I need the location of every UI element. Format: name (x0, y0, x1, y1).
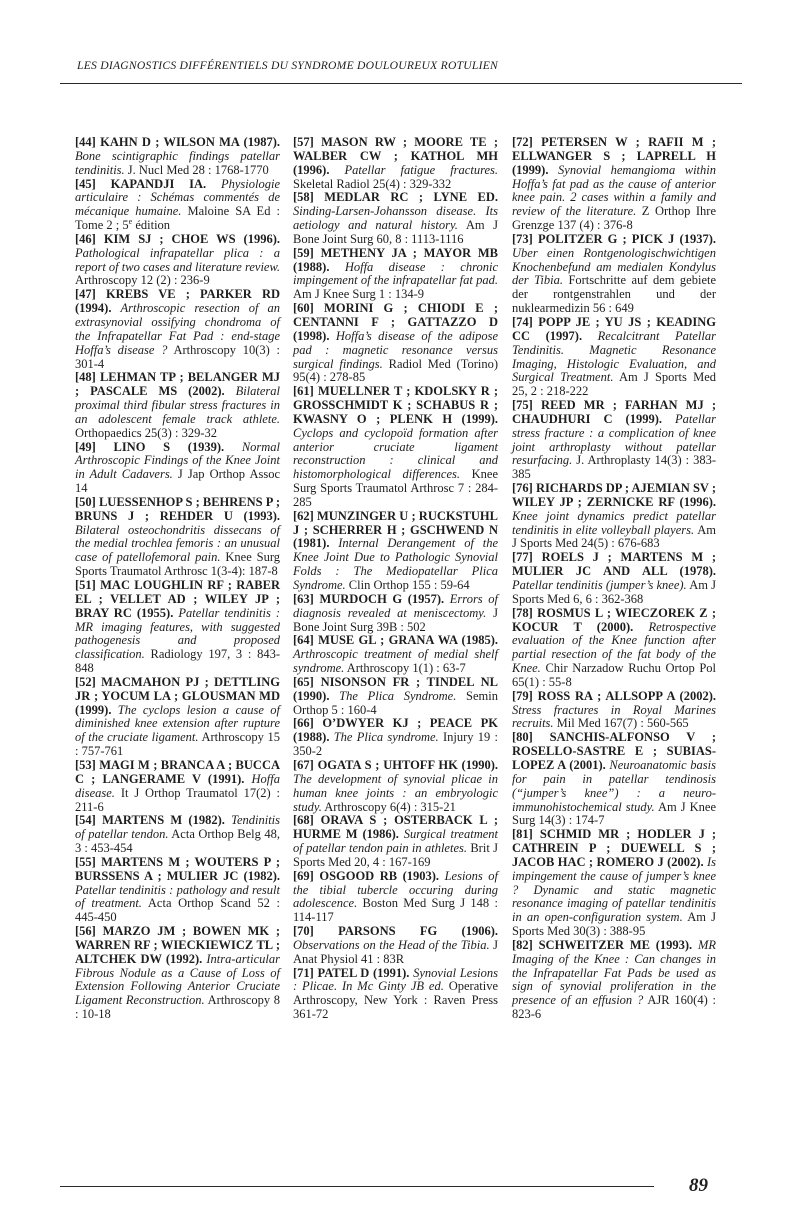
reference-title: Arthroscopic resection of an extrasynovial ossifying chondroma of the Infrapatellar Fat Pad : end-stage Hoffa’s disease ? (75, 301, 281, 357)
reference-authors: KIM SJ ; CHOE WS (1996). (103, 231, 280, 246)
reference-authors: POLITZER G ; PICK J (1937). (537, 231, 717, 246)
reference-number: [44] (75, 135, 96, 149)
reference-title: Bilateral osteochondritis dissecans of the medial trochlea femoris : an unusual case of patellofemoral pain. (75, 522, 280, 565)
reference-authors: ROSS RA ; ALLSOPP A (2002). (537, 688, 716, 703)
reference-authors: MARZO JM ; BOWEN MK ; WARREN RF ; WIECKIEWICZ TL ; ALTCHEK DW (1992). (75, 924, 281, 966)
reference-number: [59] (293, 245, 314, 260)
reference-53 (75, 759, 280, 814)
reference-column-3 (512, 136, 716, 1022)
reference-source: Clin Orthop 155 : 59-64 (348, 578, 470, 592)
reference-number: [67] (293, 757, 314, 772)
reference-74 (512, 316, 716, 399)
reference-title: Hoffa disease : chronic impingement of the infrapatellar fat pad. (293, 259, 499, 288)
reference-source: Arthroscopy 1(1) : 63-7 (346, 661, 466, 676)
reference-authors: MEDLAR RC ; LYNE ED. (324, 190, 499, 205)
reference-59 (293, 247, 498, 302)
reference-title: Surgical treatment of patellar tendon pain in athletes. (293, 827, 498, 856)
reference-number: [70] (293, 924, 314, 939)
reference-source: Chir Narzadow Ruchu Ortop Pol 65(1) : 55-8 (512, 661, 716, 689)
reference-number: [55] (75, 854, 96, 869)
reference-number: [79] (512, 688, 533, 703)
reference-title: Knee joint dynamics predict patellar tendinitis in elite volleyball players. (512, 508, 716, 537)
reference-number: [73] (512, 231, 533, 246)
reference-authors: ROSMUS L ; WIECZOREK Z ; KOCUR T (2000). (512, 605, 716, 634)
reference-authors: MORINI G ; CHIODI E ; CENTANNI F ; GATTAZZO D (1998). (293, 301, 499, 343)
reference-title: Is impingement the cause of jumper’s knee ? Dynamic and static magnetic resonance imaging of patellar tendinitis in an open-configuration system. (512, 854, 717, 925)
reference-title: MR Imaging of the Knee : Can changes in the Infrapatellar Fat Pads be used as sign of synovial proliferation in the presence of an effusion ? (512, 937, 717, 1008)
reference-49 (75, 441, 280, 496)
reference-76 (512, 482, 716, 551)
reference-title: Synovial Lesions : Plicae. In Mc Ginty JB ed. (293, 965, 499, 994)
reference-source-superscript: e (128, 216, 133, 226)
reference-number: [47] (75, 287, 96, 302)
reference-number: [63] (293, 591, 314, 606)
reference-source-tail: édition (132, 218, 171, 233)
reference-authors: MUSE GL ; GRANA WA (1985). (318, 633, 499, 648)
reference-title: Patellar tendinitis : pathology and result of treatment. (75, 882, 280, 911)
reference-authors: SANCHIS-ALFONSO V ; ROSELLO-SASTRE E ; SUBIAS-LOPEZ A (2001). (512, 730, 717, 772)
reference-source: Z Orthop Ihre Grenzge 137 (4) : 376-8 (512, 204, 716, 233)
reference-number: [46] (75, 231, 96, 246)
running-header: LES DIAGNOSTICS DIFFÉRENTIELS DU SYNDROME DOULOUREUX ROTULIEN (77, 59, 499, 72)
reference-authors: OGATA S ; UHTOFF HK (1990). (317, 757, 498, 772)
reference-75 (512, 399, 716, 482)
reference-source: Arthroscopy 6(4) : 315-21 (324, 799, 456, 814)
reference-69 (293, 870, 498, 925)
reference-title: Errors of diagnosis revealed at meniscectomy. (293, 591, 499, 620)
reference-title: Tendinitis of patellar tendon. (75, 813, 280, 842)
reference-authors: LUESSENHOP S ; BEHRENS P ; BRUNS J ; REHDER U (1993). (75, 494, 280, 523)
reference-51 (75, 579, 280, 676)
reference-number: [74] (512, 314, 533, 329)
reference-source: Skeletal Radiol 25(4) : 329-332 (293, 176, 452, 191)
reference-73 (512, 233, 716, 316)
reference-number: [77] (512, 550, 533, 565)
reference-number: [78] (512, 605, 533, 620)
reference-authors: METHENY JA ; MAYOR MB (1988). (293, 245, 499, 274)
reference-60 (293, 302, 498, 385)
reference-authors: SCHMID MR ; HODLER J ; CATHREIN P ; DUEWELL S ; JACOB HAC ; ROMERO J (2002). (512, 827, 717, 869)
reference-title: Patellar fatigue fractures. (344, 162, 499, 177)
reference-source: J Jap Orthop Assoc 14 (75, 467, 280, 496)
reference-authors: POPP JE ; YU JS ; KEADING CC (1997). (512, 314, 717, 343)
reference-authors: PATEL D (1991). (317, 965, 410, 980)
reference-number: [66] (293, 716, 314, 731)
reference-authors: REED MR ; FARHAN MJ ; CHAUDHURI C (1999). (512, 398, 717, 426)
reference-62 (293, 510, 498, 593)
reference-number: [56] (75, 924, 96, 939)
reference-source: Fortschritte auf dem gebiete der rontgenstrahlen und der nuklearmedizin 56 : 649 (512, 273, 717, 316)
reference-source: Am J Sports Med 24(5) : 676-683 (512, 522, 716, 551)
reference-source: J Anat Physiol 41 : 83R (293, 937, 498, 966)
reference-title: Stress fractures in Royal Marines recruits. (512, 702, 716, 731)
reference-source: Knee Surg Sports Traumatol Arthrosc 7 : 284-285 (293, 467, 499, 509)
reference-source: Knee Surg Sports Traumatol Arthrosc 1(3-4): 187-8 (75, 550, 281, 579)
reference-number: [81] (512, 827, 533, 842)
reference-source: Am J Knee Surg 14(3) : 174-7 (512, 799, 717, 828)
reference-source: Orthopaedics 25(3) : 329-32 (75, 425, 217, 440)
reference-81 (512, 828, 716, 939)
reference-70 (293, 925, 498, 967)
header-rule (60, 83, 742, 84)
reference-title: The cyclops lesion a cause of diminished knee extension after rupture of the cruciate ligament. (75, 702, 281, 745)
reference-46 (75, 233, 280, 288)
reference-authors: KAHN D ; WILSON MA (1987). (100, 135, 280, 149)
reference-authors: MACMAHON PJ ; DETTLING JR ; YOCUM LA ; GLOUSMAN MD (1999). (75, 674, 280, 717)
reference-authors: MURDOCH G (1957). (319, 591, 445, 606)
reference-54 (75, 814, 280, 856)
reference-number: [75] (512, 398, 533, 413)
reference-title: The Plica syndrome. (333, 730, 439, 745)
reference-number: [80] (512, 730, 533, 745)
reference-55 (75, 856, 280, 925)
reference-source: Maloine SA Ed : Tome 2 ; 5 (75, 204, 280, 233)
reference-source: Am J Bone Joint Surg 60, 8 : 1113-1116 (293, 218, 499, 246)
reference-source: Am J Knee Surg 1 : 134-9 (293, 287, 425, 302)
reference-title: Retrospective evaluation of the Knee function after partial resection of the fat body of the Knee. (512, 619, 716, 676)
reference-number: [68] (293, 813, 314, 828)
reference-source: Radiology 197, 3 : 843-848 (75, 647, 281, 676)
reference-authors: SCHWEITZER ME (1993). (538, 937, 693, 952)
reference-source: Arthroscopy 15 : 757-761 (75, 730, 280, 759)
reference-title: Observations on the Head of the Tibia. (293, 937, 490, 952)
reference-title: Internal Derangement of the Knee Joint Due to Pathologic Synovial Folds : The Mediopatellar Plica Syndrome. (293, 536, 498, 592)
reference-authors: RICHARDS DP ; AJEMIAN SV ; WILEY JP ; ZERNICKE RF (1996). (512, 481, 717, 509)
reference-title: Patellar tendinitis (jumper’s knee). (512, 578, 687, 592)
reference-authors: MUELLNER T ; KDOLSKY R ; GROSSCHMIDT K ; SCHABUS R ; KWASNY O ; PLENK H (1999). (293, 384, 498, 426)
reference-source: Semin Orthop 5 : 160-4 (293, 688, 498, 717)
reference-number: [64] (293, 633, 314, 648)
reference-66 (293, 717, 498, 759)
reference-number: [49] (75, 439, 96, 454)
reference-authors: KREBS VE ; PARKER RD (1994). (75, 287, 280, 316)
reference-authors: MASON RW ; MOORE TE ; WALBER CW ; KATHOL MH (1996). (293, 135, 498, 177)
reference-authors: MARTENS M (1982). (102, 813, 225, 828)
reference-source: Operative Arthroscopy, New York : Raven Press 361-72 (293, 979, 499, 1022)
reference-number: [82] (512, 937, 533, 952)
reference-source: Am J Sports Med 30(3) : 388-95 (512, 910, 716, 939)
reference-title: Uber einen Rontgenologischwichtigen Knochenbefund am medialen Kondylus der Tibia. (512, 245, 716, 288)
reference-79 (512, 690, 716, 732)
reference-number: [61] (293, 384, 314, 399)
reference-source: Arthroscopy 8 : 10-18 (75, 993, 280, 1022)
reference-title: The Plica Syndrome. (339, 688, 457, 703)
reference-48 (75, 371, 280, 440)
reference-title: Lesions of the tibial tubercle occuring during adolescence. (293, 868, 499, 911)
reference-78 (512, 607, 716, 690)
reference-title: Sinding-Larsen-Johansson disease. Its aetiology and natural history. (293, 204, 498, 233)
reference-authors: MAC LOUGHLIN RF ; RABER EL ; VELLET AD ; WILEY JP ; BRAY RC (1955). (75, 578, 281, 620)
reference-source: Acta Orthop Belg 48, 3 : 453-454 (75, 827, 281, 856)
reference-title: The development of synovial plicae in human knee joints : an embryologic study. (293, 771, 498, 814)
reference-67 (293, 759, 498, 814)
reference-number: [60] (293, 301, 314, 316)
reference-authors: MUNZINGER U ; RUCKSTUHL J ; SCHERRER H ; GSCHWEND N (1981). (293, 508, 498, 551)
reference-source: AJR 160(4) : 823-6 (512, 993, 717, 1022)
reference-71 (293, 967, 498, 1022)
reference-57 (293, 136, 498, 191)
reference-61 (293, 385, 498, 510)
reference-72 (512, 136, 716, 233)
reference-column-2 (293, 136, 498, 1022)
reference-number: [51] (75, 578, 96, 592)
reference-source: Injury 19 : 350-2 (293, 730, 499, 759)
reference-number: [54] (75, 813, 96, 828)
reference-52 (75, 676, 280, 759)
reference-title: Hoffa disease. (75, 771, 281, 800)
reference-50 (75, 496, 280, 579)
reference-authors: LINO S (1939). (113, 439, 225, 454)
reference-source: Am J Sports Med 6, 6 : 362-368 (512, 578, 716, 606)
reference-title: Recalcitrant Patellar Tendinitis. Magnetic Resonance Imaging, Histologic Evaluation, and Surgical Treatment. (512, 328, 716, 385)
reference-source: J. Arthroplasty 14(3) : 383-385 (512, 453, 716, 482)
reference-title: Patellar stress fracture : a complication of knee joint arthroplasty without patellar resurfacing. (512, 411, 717, 468)
reference-77 (512, 551, 716, 606)
reference-44 (75, 136, 280, 178)
reference-number: [53] (75, 757, 96, 772)
reference-authors: PARSONS FG (1906). (338, 924, 498, 939)
reference-number: [57] (293, 135, 314, 149)
reference-authors: OSGOOD RB (1903). (319, 868, 440, 883)
reference-82 (512, 939, 716, 1022)
reference-authors: MARTENS M ; WOUTERS P ; BURSSENS A ; MULIER JC (1982). (75, 854, 280, 883)
reference-title: Bone scintigraphic findings patellar tendinitis. (75, 148, 280, 177)
reference-number: [62] (293, 508, 314, 523)
reference-source: Mil Med 167(7) : 560-565 (556, 716, 689, 731)
reference-source: It J Orthop Traumatol 17(2) : 211-6 (75, 785, 281, 814)
reference-source: Radiol Med (Torino) 95(4) : 278-85 (293, 356, 499, 385)
reference-number: [65] (293, 674, 314, 689)
reference-authors: ROELS J ; MARTENS M ; MULIER JC AND ALL (1978). (512, 550, 716, 579)
reference-65 (293, 676, 498, 718)
reference-number: [69] (293, 868, 314, 883)
reference-number: [50] (75, 494, 96, 509)
reference-45 (75, 178, 280, 233)
reference-title: Physiologie articulaire : Schémas commentés de mécanique humaine. (75, 176, 280, 219)
reference-source: Acta Orthop Scand 52 : 445-450 (75, 896, 281, 925)
reference-title: Normal Arthroscopic Findings of the Knee Joint in Adult Cadavers. (75, 439, 281, 482)
reference-authors: O’DWYER KJ ; PEACE PK (1988). (293, 716, 498, 745)
reference-title: Neuroanatomic basis for pain in patellar tendinosis (“jumper’s knee”) : a neuro-immunohistochemical study. (512, 757, 717, 814)
reference-56 (75, 925, 280, 1022)
reference-authors: LEHMAN TP ; BELANGER MJ ; PASCALE MS (2002). (75, 370, 281, 399)
reference-authors: ORAVA S ; OSTERBACK L ; HURME M (1986). (293, 813, 498, 842)
reference-title: Synovial hemangioma within Hoffa’s fat pad as the cause of anterior knee pain. 2 cases within a family and review of the literature. (512, 162, 717, 219)
reference-authors: KAPANDJI IA. (110, 176, 207, 191)
reference-source: Boston Med Surg J 148 : 114-117 (293, 896, 498, 925)
reference-63 (293, 593, 498, 635)
reference-number: [48] (75, 370, 96, 385)
page-number: 89 (689, 1175, 708, 1196)
reference-title: Arthroscopic treatment of medial shelf syndrome. (293, 647, 498, 676)
reference-title: Patellar tendinitis : MR imaging features, with suggested pathogenesis and proposed classification. (75, 605, 281, 662)
reference-80 (512, 731, 716, 828)
reference-68 (293, 814, 498, 869)
reference-authors: PETERSEN W ; RAFII M ; ELLWANGER S ; LAPRELL H (1999). (512, 135, 716, 177)
reference-authors: MAGI M ; BRANCA A ; BUCCA C ; LANGERAME V (1991). (75, 757, 281, 786)
reference-source: Am J Sports Med 25, 2 : 218-222 (512, 370, 716, 399)
reference-number: [71] (293, 965, 314, 980)
reference-58 (293, 191, 498, 246)
reference-64 (293, 634, 498, 676)
reference-title: Intra-articular Fibrous Nodule as a Cause of Loss of Extension Following Anterior Cruciate Ligament Reconstruction. (75, 951, 280, 1008)
reference-47 (75, 288, 280, 371)
reference-authors: NISONSON FR ; TINDEL NL (1990). (293, 674, 498, 703)
footer-rule (60, 1186, 654, 1187)
reference-source: J. Nucl Med 28 : 1768-1770 (127, 162, 269, 177)
reference-title: Cyclops and cyclopoïd formation after anterior cruciate ligament reconstruction : clinical and histomorphological differences. (293, 425, 498, 482)
reference-title: Pathological infrapatellar plica : a report of two cases and literature review. (75, 245, 280, 274)
reference-title: Hoffa’s disease of the adipose pad : magnetic resonance versus surgical findings. (293, 328, 499, 371)
reference-number: [52] (75, 674, 96, 689)
reference-title: Bilateral proximal third fibular stress fractures in an adolescent female track athlete. (75, 384, 281, 426)
reference-source: Arthroscopy 10(3) : 301-4 (75, 342, 281, 371)
reference-source: Arthroscopy 12 (2) : 236-9 (75, 273, 210, 288)
reference-column-1 (75, 136, 280, 1022)
reference-source: Brit J Sports Med 20, 4 : 167-169 (293, 841, 498, 869)
reference-number: [58] (293, 190, 314, 205)
reference-number: [72] (512, 135, 533, 149)
reference-number: [76] (512, 481, 533, 496)
reference-number: [45] (75, 176, 96, 191)
reference-source: J Bone Joint Surg 39B : 502 (293, 605, 498, 634)
